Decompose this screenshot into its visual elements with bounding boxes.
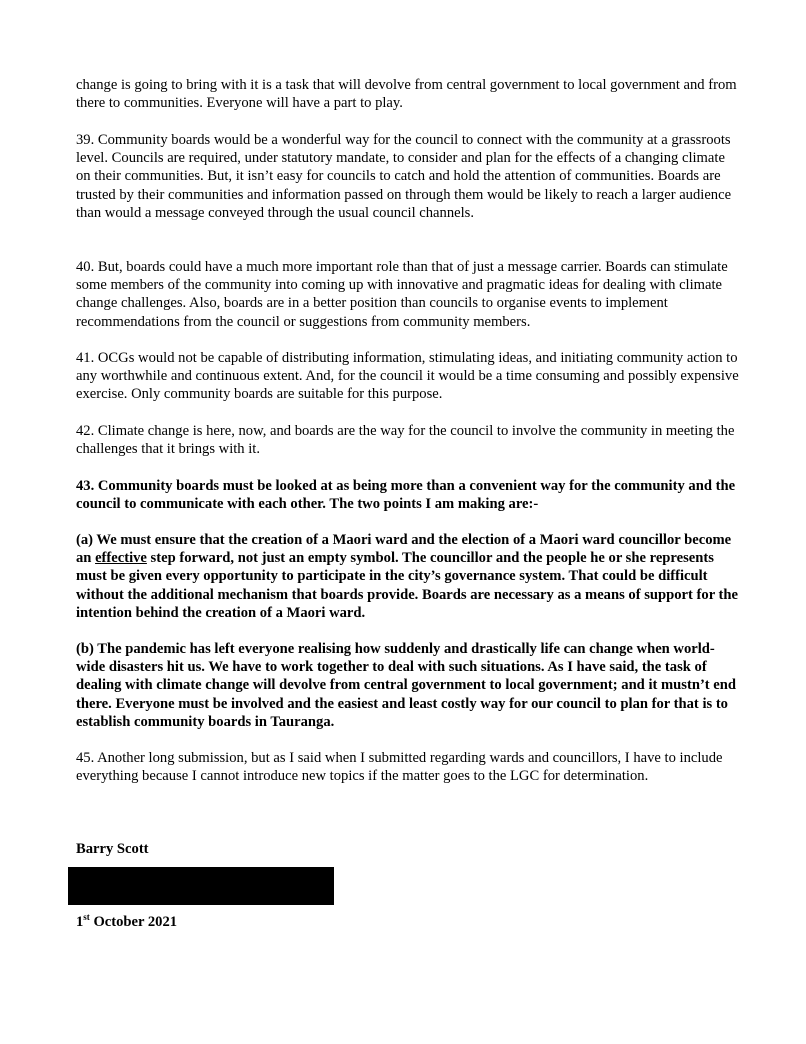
date-day: 1 <box>76 914 84 930</box>
redaction-bar <box>68 867 334 905</box>
signature-name: Barry Scott <box>76 841 149 857</box>
date-suffix: st <box>83 912 90 923</box>
date-rest: October 2021 <box>89 914 178 930</box>
paragraph-b: (b) The pandemic has left everyone realising how suddenly and drastically life can change when world-wide disasters hit us. We have to work together to deal with such situations. As I have said, the task of dealing with climate change will devolve from central government to local government; and it mustn’t end there. Everyone must be involved and the easiest and least costly way for our council to plan for that is to establish community boards in Tauranga. <box>76 641 737 730</box>
paragraph-a-end: step forward, not just an empty symbol. The councillor and the people he or she represents must be given every opportunity to participate in the city’s governance system. That could be difficult without the additional mechanism that boards provide. Boards are necessary as a means of support for the intention behind the creation of a Maori ward. <box>76 550 739 621</box>
date-line <box>76 913 740 931</box>
emphasis-effective: effective <box>95 550 147 567</box>
paragraph-39: 39. Community boards would be a wonderful way for the council to connect with the community at a grassroots level. Councils are required, under statutory mandate, to consider and plan for the effects of a changing climate on their communities. But, it isn’t easy for councils to catch and hold the attention of communities. Boards are trusted by their communities and information passed on through them would be likely to reach a larger audience than would a message conveyed through the usual council channels. <box>76 132 732 221</box>
paragraph-intro: change is going to bring with it is a task that will devolve from central government to local government and from there to communities. Everyone will have a part to play. <box>76 77 737 112</box>
paragraph-40: 40. But, boards could have a much more important role than that of just a message carrier. Boards can stimulate some members of the community into coming up with innovative and pragmatic ideas for dealing with climate change challenges. Also, boards are in a better position than councils to organise events to implement recommendations from the council or suggestions from community members. <box>76 259 728 330</box>
paragraph-45: 45. Another long submission, but as I said when I submitted regarding wards and councillors, I have to include everything because I cannot introduce new topics if the matter goes to the LGC for determination. <box>76 750 723 785</box>
paragraph-a <box>76 531 740 622</box>
paragraph-41: 41. OCGs would not be capable of distributing information, stimulating ideas, and initiating community action to any worthwhile and continuous extent. And, for the council it would be a time consuming and possibly expensive exercise. Only community boards are suitable for this purpose. <box>76 350 739 403</box>
paragraph-42: 42. Climate change is here, now, and boards are the way for the council to involve the community in meeting the challenges that it brings with it. <box>76 423 735 458</box>
paragraph-a-start: (a) We must ensure that the creation of a Maori ward and the election of a Maori ward councillor become an <box>76 532 732 567</box>
paragraph-43: 43. Community boards must be looked at as being more than a convenient way for the community and the council to communicate with each other. The two points I am making are:- <box>76 478 736 513</box>
